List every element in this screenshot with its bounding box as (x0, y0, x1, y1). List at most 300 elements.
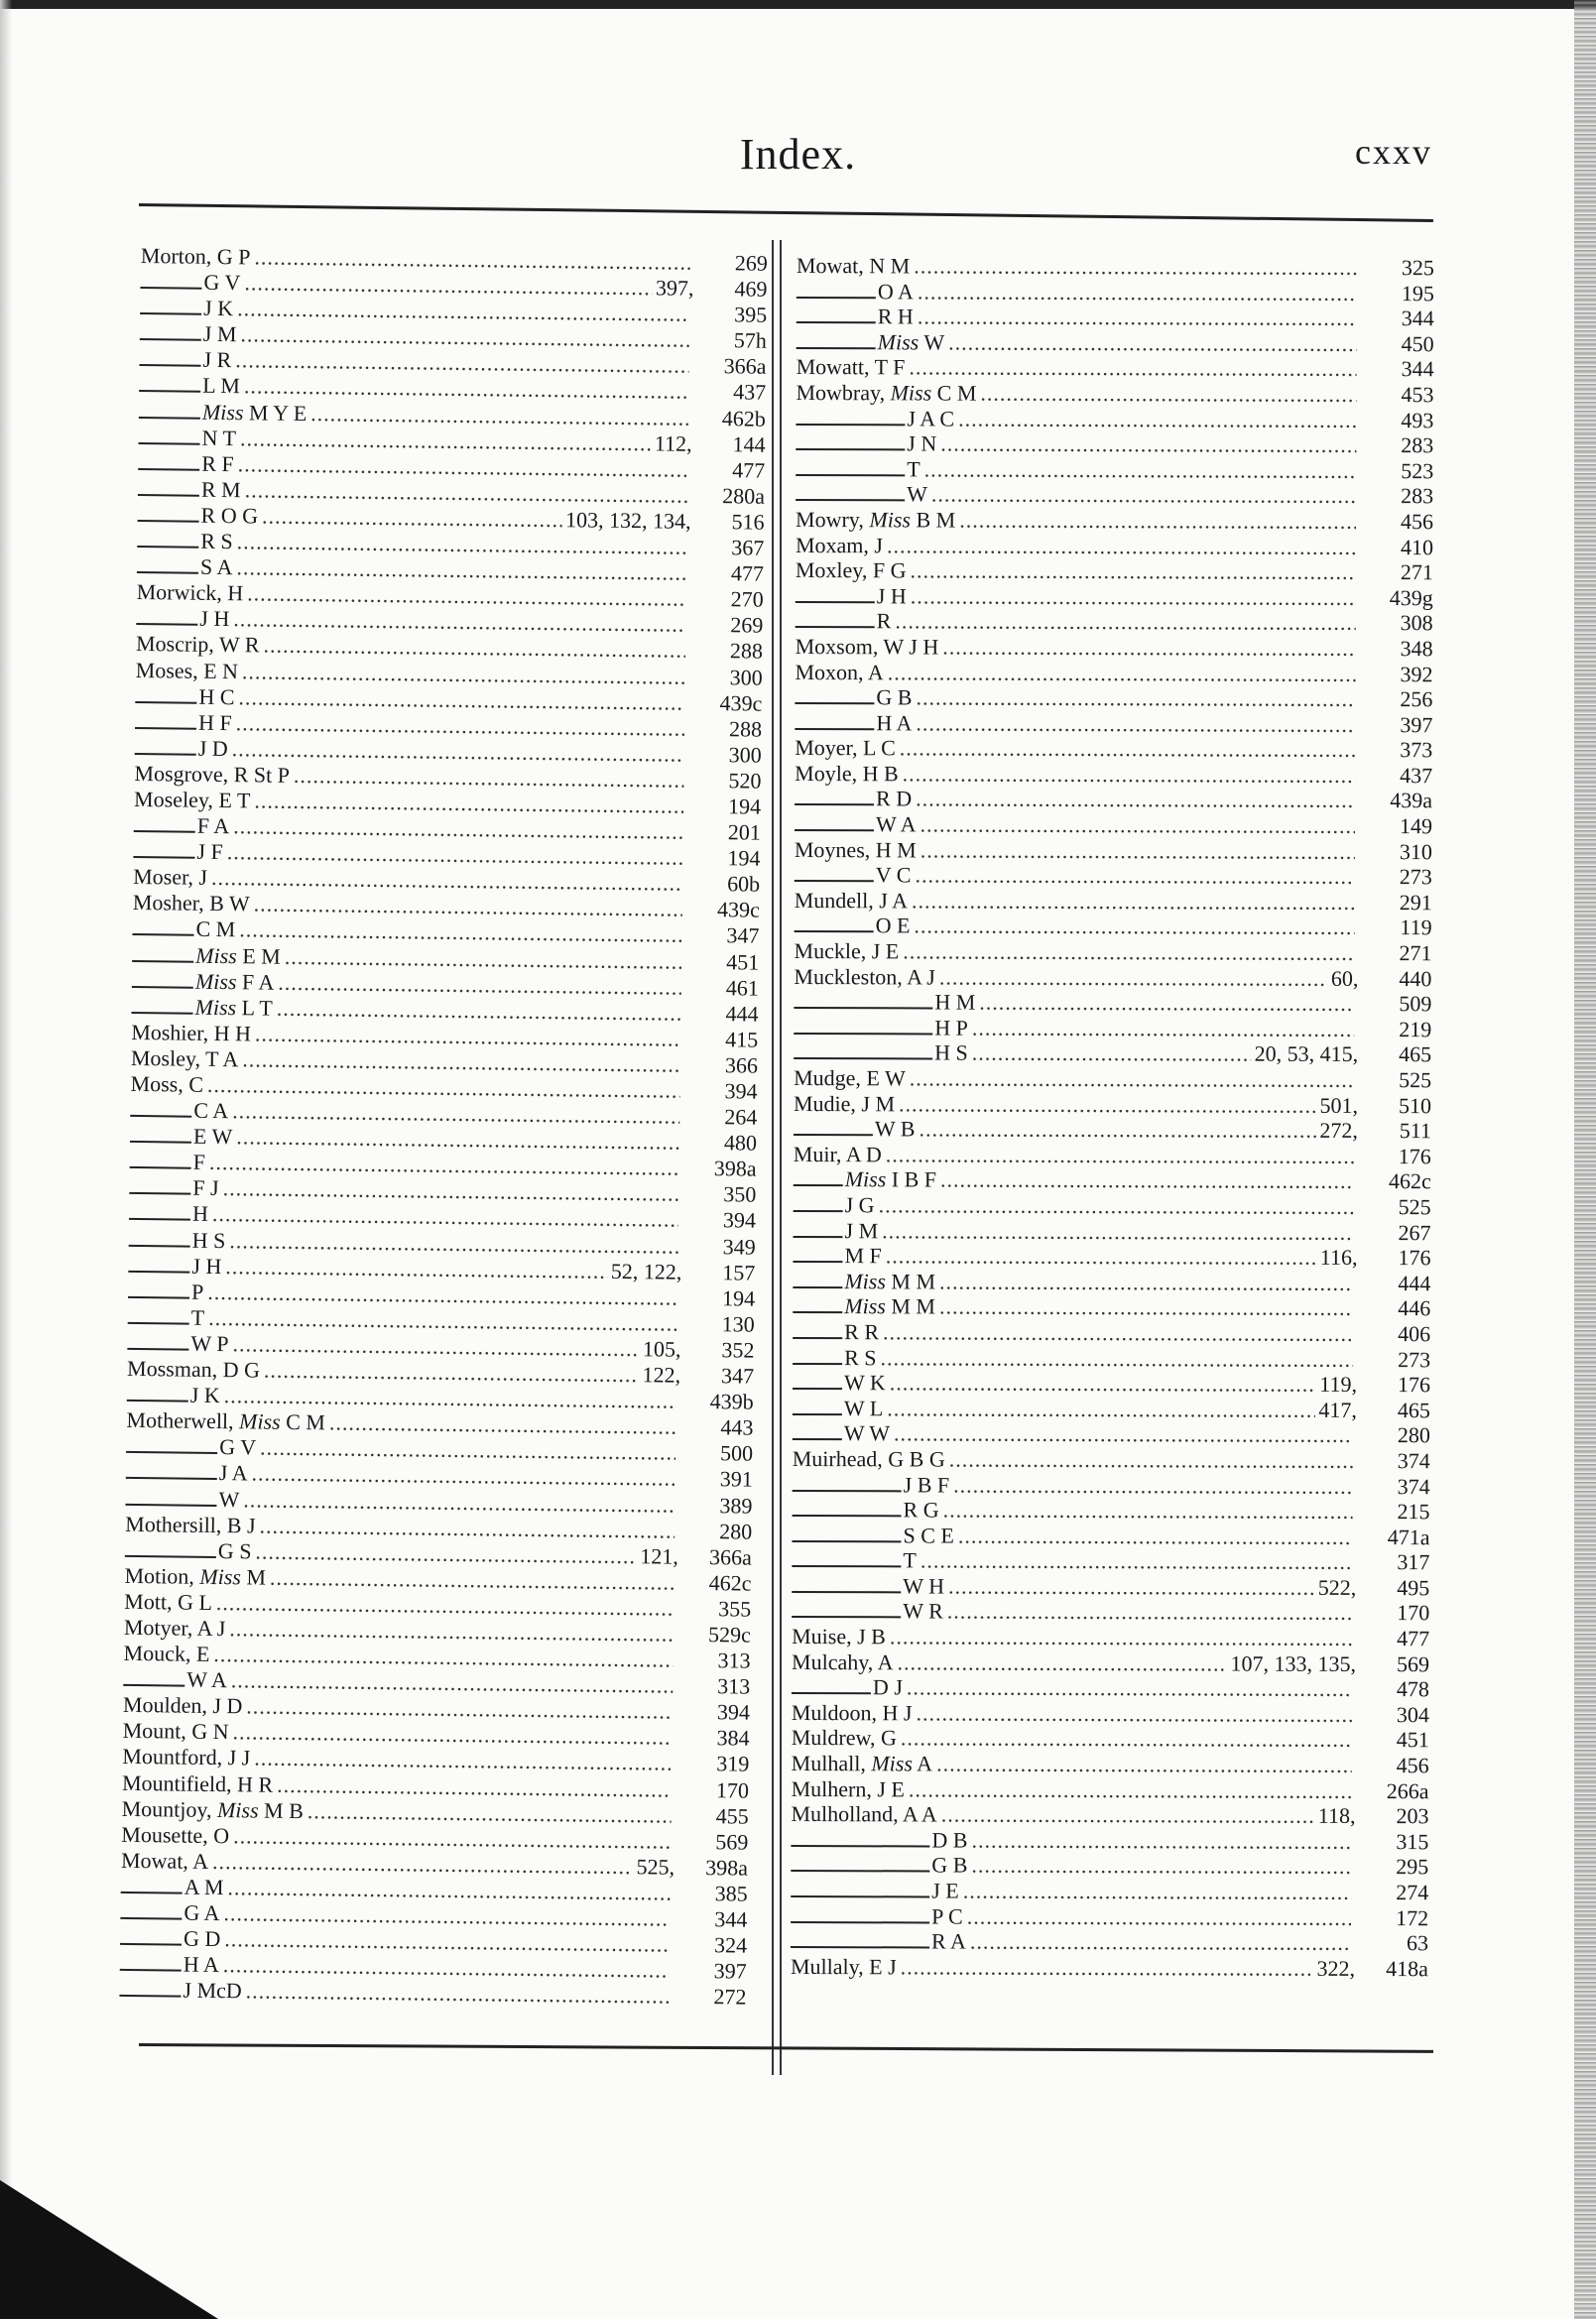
ditto-dash (135, 701, 196, 704)
entry-page: 280 (1397, 1422, 1430, 1448)
dot-leader (958, 1523, 1353, 1549)
index-entry (791, 1827, 1428, 1855)
ditto-dash (121, 1892, 183, 1894)
column-separator (772, 240, 774, 2075)
dot-leader (967, 1903, 1351, 1930)
entry-name: Muldrew, G (791, 1725, 897, 1751)
dot-leader (916, 710, 1355, 738)
ditto-dash (125, 1503, 216, 1506)
dot-leader (972, 1040, 1251, 1067)
entry-name: N T (201, 425, 237, 450)
entry-page: 451 (726, 948, 760, 975)
entry-name: J K (203, 295, 234, 321)
entry-name: Mosgrove, R St P (134, 760, 291, 788)
entry-page: 350 (723, 1181, 757, 1208)
entry-page: 510 (1398, 1092, 1432, 1118)
entry-page: 495 (1397, 1574, 1430, 1601)
entry-name: Moser, J (133, 864, 208, 891)
index-entry (794, 989, 1431, 1017)
dot-leader (959, 508, 1356, 535)
entry-name: W A (186, 1666, 228, 1693)
entry-page: 219 (1399, 1016, 1432, 1042)
dot-leader (899, 1091, 1316, 1118)
dot-leader (909, 355, 1356, 383)
entry-page: 523 (1401, 457, 1434, 483)
ditto-dash (797, 347, 876, 349)
index-entry (795, 786, 1432, 813)
entry-page: 201 (727, 819, 761, 845)
ditto-dash (792, 1616, 901, 1618)
entry-page: 406 (1398, 1321, 1431, 1347)
index-entry (795, 888, 1432, 915)
entry-page: 493 (1401, 407, 1434, 432)
entry-name: J McD (183, 1977, 242, 2004)
entry-page: 477 (732, 457, 766, 483)
entry-name: Mundell, J A (794, 887, 909, 914)
entry-page: 256 (1400, 686, 1433, 712)
ditto-dash (793, 1363, 842, 1365)
entry-name: G V (219, 1434, 257, 1460)
entry-page: 480 (723, 1130, 758, 1156)
entry-page: 384 (716, 1725, 750, 1751)
entry-name: J E (931, 1878, 959, 1903)
entry-extra-pages: 103, 132, 134, (564, 507, 691, 534)
dot-leader (980, 381, 1356, 408)
index-entry (792, 1598, 1429, 1626)
dot-leader (918, 279, 1357, 306)
entry-page: 395 (734, 302, 768, 327)
entry-name: H C (198, 683, 235, 709)
dot-leader (901, 1726, 1352, 1754)
dot-leader (947, 1599, 1353, 1626)
ditto-dash (130, 1141, 191, 1144)
index-entry (792, 1547, 1429, 1575)
dot-leader (942, 634, 1355, 661)
entry-extra-pages: 105, (642, 1336, 681, 1362)
ditto-dash (126, 1451, 217, 1454)
entry-extra-pages: 525, (636, 1854, 675, 1880)
entry-page: 215 (1397, 1499, 1430, 1525)
entry-extra-pages: 118, (1317, 1803, 1356, 1829)
ditto-dash (797, 321, 876, 323)
ditto-dash (138, 468, 199, 471)
entry-name: Mowat, N M (796, 253, 911, 279)
entry-page: 374 (1397, 1473, 1430, 1499)
index-entry (795, 837, 1432, 865)
entry-name: Muckle, J E (794, 938, 900, 964)
entry-page: 300 (728, 742, 762, 768)
entry-page: 500 (719, 1440, 754, 1466)
entry-name: W H (903, 1573, 945, 1599)
entry-page: 455 (715, 1802, 749, 1829)
index-entry (794, 1039, 1431, 1067)
entry-name: Morwick, H (136, 579, 244, 606)
entry-name: Moseley, E T (134, 786, 251, 813)
ditto-dash (137, 571, 198, 574)
ditto-dash (139, 417, 200, 420)
entry-name: Miss L T (194, 994, 273, 1021)
ditto-dash (794, 1210, 843, 1212)
dot-leader (953, 1472, 1353, 1499)
entry-page: 443 (720, 1414, 754, 1440)
entry-page: 450 (1401, 330, 1434, 357)
entry-name: Miss M Y E (201, 399, 307, 426)
entry-page: 462b (721, 405, 767, 431)
index-entry (794, 938, 1431, 966)
ditto-dash (792, 1692, 871, 1694)
entry-name: Mosher, B W (132, 890, 250, 916)
entry-page: 456 (1401, 509, 1434, 535)
entry-name: S A (199, 553, 233, 580)
entry-name: Miss F A (194, 968, 275, 995)
entry-name: Moses, E N (135, 657, 239, 683)
entry-name: C A (193, 1097, 229, 1124)
dot-leader (887, 1396, 1314, 1423)
entry-name: R A (931, 1928, 966, 1954)
entry-page: 157 (722, 1259, 756, 1285)
entry-name: W K (843, 1370, 886, 1396)
entry-name: Moxley, F G (795, 557, 907, 583)
index-entry (796, 430, 1433, 458)
entry-page: 520 (728, 768, 762, 793)
index-entry (797, 279, 1434, 306)
ditto-dash (791, 1845, 929, 1847)
entry-name: J R (202, 347, 232, 373)
entry-page: 444 (1398, 1270, 1431, 1295)
index-entry (792, 1523, 1429, 1550)
entry-name: G A (184, 1899, 220, 1926)
entry-page: 525 (1398, 1194, 1431, 1220)
dot-leader (901, 1954, 1313, 1981)
dot-leader (921, 1548, 1353, 1576)
entry-page: 462c (708, 1569, 752, 1596)
dot-leader (940, 431, 1356, 458)
ditto-dash (792, 1565, 901, 1567)
dot-leader (903, 761, 1356, 789)
ditto-dash (132, 959, 193, 962)
entry-name: H F (197, 709, 232, 735)
entry-page: 437 (1400, 763, 1433, 789)
dot-leader (894, 1421, 1353, 1449)
entry-page: 176 (1398, 1245, 1431, 1271)
index-entry (791, 1852, 1428, 1880)
dot-leader (939, 1269, 1353, 1295)
entry-name: R F (201, 450, 234, 476)
entry-page: 149 (1399, 813, 1433, 839)
entry-name: Motherwell, Miss C M (126, 1407, 326, 1435)
dot-leader (912, 888, 1355, 915)
entry-name: J F (196, 838, 223, 865)
ditto-dash (128, 1296, 189, 1299)
ditto-dash (138, 520, 199, 523)
entry-page: 398a (705, 1854, 749, 1881)
ditto-dash (127, 1400, 188, 1403)
ditto-dash (132, 986, 193, 989)
entry-name: L M (202, 373, 241, 399)
entry-page: 471a (1387, 1524, 1430, 1549)
ditto-dash (137, 546, 198, 549)
dot-leader (919, 1117, 1315, 1144)
index-entry (797, 354, 1434, 382)
dot-leader (882, 1218, 1353, 1246)
ditto-dash (796, 448, 905, 450)
entry-page: 63 (1407, 1930, 1429, 1956)
entry-name: W (907, 481, 927, 507)
dot-leader (949, 1446, 1353, 1473)
entry-page: 317 (1397, 1549, 1430, 1575)
entry-page: 280a (722, 483, 766, 509)
ditto-dash (139, 390, 200, 393)
index-entry (796, 507, 1433, 535)
entry-page: 194 (721, 1284, 756, 1311)
dot-leader (939, 964, 1327, 991)
dot-leader (936, 1752, 1352, 1778)
ditto-dash (795, 930, 874, 932)
entry-page: 373 (1400, 737, 1433, 763)
entry-extra-pages: 20, 53, 415, (1254, 1041, 1359, 1067)
ditto-dash (793, 1515, 902, 1517)
entry-name: O A (877, 278, 914, 305)
entry-name: R S (844, 1344, 877, 1370)
index-entry (791, 1928, 1428, 1956)
header-rule (139, 203, 1433, 222)
entry-name: T (190, 1304, 205, 1330)
dot-leader (970, 1929, 1351, 1956)
entry-name: Moyle, H B (795, 760, 899, 787)
entry-page: 478 (1396, 1676, 1429, 1702)
ditto-dash (793, 1286, 842, 1288)
index-entry (792, 1751, 1429, 1778)
dot-leader (911, 583, 1356, 611)
index-entry (797, 253, 1434, 281)
entry-page: 569 (1396, 1650, 1430, 1676)
entry-page: 344 (1401, 305, 1434, 331)
dot-leader (914, 914, 1354, 941)
entry-page: 439a (1390, 788, 1433, 813)
entry-page: 315 (1396, 1828, 1429, 1855)
entry-name: W R (903, 1598, 943, 1624)
ditto-dash (796, 424, 905, 426)
entry-page: 266a (1386, 1777, 1429, 1803)
entry-name: J A C (907, 405, 955, 431)
ditto-dash (125, 1555, 216, 1558)
dot-leader (924, 456, 1357, 484)
index-entry (791, 1903, 1428, 1931)
ditto-dash (139, 442, 200, 445)
entry-name: H A (183, 1951, 220, 1978)
ditto-dash (795, 880, 874, 882)
entry-name: G S (217, 1537, 252, 1564)
entry-page: 453 (1401, 382, 1434, 408)
entry-name: H S (191, 1227, 226, 1253)
entry-name: Mousette, O (121, 1821, 230, 1848)
entry-page: 366a (723, 353, 767, 380)
entry-page: 397 (713, 1958, 747, 1984)
index-entry (794, 1015, 1431, 1042)
entry-name: Muldoon, H J (791, 1699, 913, 1726)
dot-leader (910, 1065, 1354, 1093)
entry-page: 394 (722, 1207, 757, 1234)
entry-name: J N (907, 430, 937, 456)
entry-page: 194 (727, 793, 762, 819)
index-entry (793, 1293, 1430, 1321)
entry-page: 349 (722, 1233, 756, 1260)
index-column-right (791, 253, 1434, 1982)
entry-page: 272 (713, 1984, 747, 2010)
entry-page: 300 (729, 664, 763, 690)
ditto-dash (793, 1311, 842, 1313)
dot-leader (939, 1294, 1353, 1321)
ditto-dash (133, 856, 194, 859)
entry-page: 176 (1398, 1143, 1431, 1169)
entry-name: R H (877, 304, 914, 329)
entry-page: 456 (1396, 1753, 1429, 1778)
scan-top-border (0, 0, 1596, 9)
entry-page: 313 (717, 1673, 751, 1699)
entry-page: 274 (1396, 1880, 1429, 1905)
column-separator (780, 240, 782, 2075)
entry-extra-pages: 122, (642, 1362, 681, 1388)
entry-name: J H (199, 606, 230, 632)
index-entry (791, 1878, 1428, 1905)
ditto-dash (796, 474, 905, 476)
dot-leader (963, 1879, 1352, 1905)
index-entry (793, 1446, 1430, 1474)
entry-page: 194 (727, 845, 761, 871)
entry-name: Motyer, A J (123, 1614, 226, 1642)
dot-leader (903, 938, 1354, 966)
index-entry (792, 1700, 1429, 1728)
index-entry (794, 964, 1431, 992)
entry-name: J A (218, 1460, 248, 1486)
entry-extra-pages: 417, (1318, 1397, 1357, 1422)
ditto-dash (794, 1184, 843, 1186)
entry-name: J H (876, 583, 907, 609)
index-entry (793, 1471, 1430, 1499)
entry-page: 397 (1400, 711, 1433, 737)
entry-name: J G (844, 1192, 875, 1218)
ditto-dash (795, 702, 874, 704)
entry-page: 271 (1400, 559, 1433, 585)
index-entry (793, 1497, 1430, 1525)
entry-name: G V (203, 269, 241, 296)
index-entry (793, 1243, 1430, 1271)
entry-page: 308 (1400, 610, 1433, 636)
entry-extra-pages: 522, (1317, 1574, 1357, 1600)
index-entry (796, 634, 1433, 662)
entry-name: Motion, Miss M (124, 1562, 267, 1590)
ditto-dash (795, 728, 874, 730)
entry-name: F J (192, 1175, 219, 1201)
ditto-dash (138, 494, 199, 497)
entry-page: 347 (720, 1363, 755, 1389)
ditto-dash (796, 626, 875, 628)
dot-leader (916, 1700, 1351, 1728)
index-entry (795, 735, 1432, 763)
ditto-dash (796, 601, 875, 603)
entry-page: 304 (1396, 1701, 1429, 1728)
entry-page: 203 (1396, 1803, 1429, 1829)
entry-page: 324 (713, 1932, 748, 1958)
ditto-dash (791, 1895, 929, 1897)
dot-leader (915, 863, 1354, 891)
entry-name: W A (875, 811, 917, 837)
entry-page: 469 (734, 276, 768, 302)
ditto-dash (126, 1477, 217, 1480)
dot-leader (941, 1802, 1314, 1829)
index-entry (792, 1573, 1429, 1601)
index-entry (795, 862, 1432, 890)
index-entry (796, 406, 1433, 433)
index-entry (796, 380, 1433, 408)
entry-name: V C (875, 862, 912, 888)
scan-left-shade (0, 0, 12, 2319)
entry-name: Mountford, J J (122, 1744, 251, 1770)
entry-page: 477 (1397, 1626, 1430, 1651)
dot-leader (890, 1370, 1316, 1397)
entry-name: Moyer, L C (795, 735, 896, 761)
entry-name: H A (876, 709, 913, 736)
dot-leader (921, 837, 1355, 865)
ditto-dash (794, 1134, 873, 1136)
dot-leader (916, 787, 1355, 814)
entry-name: Moxam, J (795, 532, 884, 557)
entry-page: 461 (725, 974, 760, 1001)
entry-name: C M (195, 916, 236, 942)
dot-leader (888, 660, 1356, 687)
entry-page: 525 (1399, 1067, 1432, 1093)
entry-name: W P (190, 1330, 229, 1357)
dot-leader (897, 1649, 1226, 1676)
index-entry (794, 1116, 1431, 1144)
dot-leader (246, 1979, 670, 2010)
entry-page: 288 (728, 715, 763, 742)
ditto-dash (793, 1388, 842, 1390)
entry-page: 270 (730, 586, 764, 612)
dot-leader (329, 1410, 676, 1440)
ditto-dash (128, 1271, 189, 1274)
entry-page: 516 (731, 509, 765, 535)
dot-leader (916, 685, 1355, 713)
dot-leader (931, 482, 1356, 509)
ditto-dash (129, 1218, 190, 1221)
entry-page: 176 (1397, 1372, 1431, 1398)
entry-page: 462c (1388, 1168, 1431, 1194)
index-column-left (119, 243, 768, 2011)
entry-name: Mudie, J M (793, 1090, 896, 1116)
dot-leader (886, 1243, 1316, 1271)
entry-name: R D (876, 786, 913, 811)
entry-name: Miss W (877, 329, 945, 355)
entry-page: 283 (1401, 432, 1434, 458)
entry-name: W W (843, 1420, 891, 1446)
index-entry (796, 481, 1433, 509)
index-entry (796, 557, 1433, 585)
index-entry (796, 583, 1433, 611)
entry-page: 60b (726, 871, 761, 897)
entry-name: Miss M M (844, 1293, 936, 1319)
entry-page: 344 (1401, 356, 1434, 382)
index-entry (791, 1801, 1428, 1829)
ditto-dash (120, 1917, 182, 1920)
ditto-dash (792, 1591, 901, 1593)
ditto-dash (792, 1540, 901, 1542)
index-entry (793, 1319, 1430, 1347)
dot-leader (890, 1624, 1352, 1651)
entry-name: J B F (903, 1471, 950, 1498)
entry-page: 477 (730, 560, 765, 586)
scan-right-edge (1574, 0, 1596, 2319)
